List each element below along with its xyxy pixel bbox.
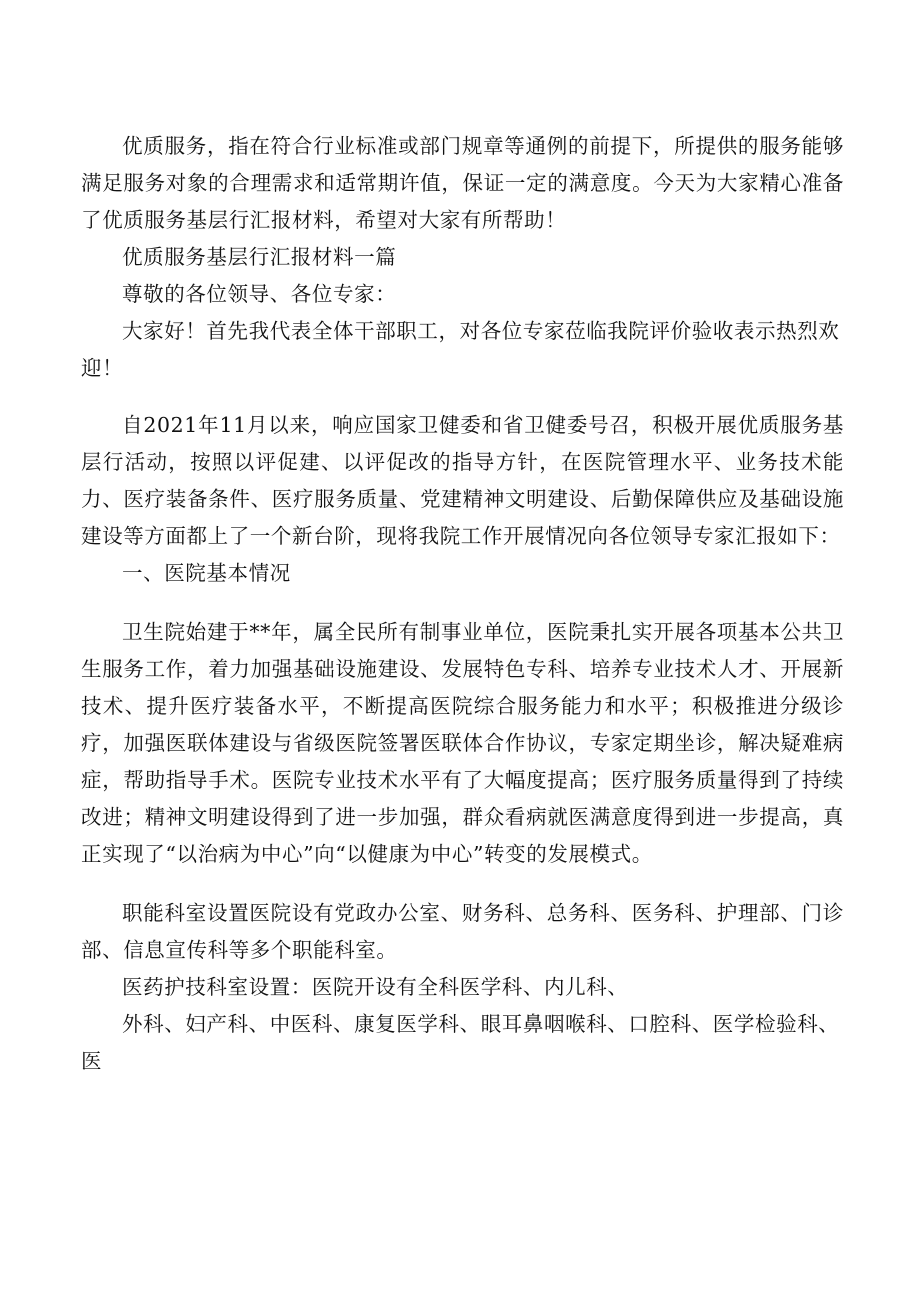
- heading-hospital-info: 一、医院基本情况: [122, 561, 291, 585]
- intro-paragraph: 优质服务，指在符合行业标准或部门规章等通例的前提下，所提供的服务能够满足服务对象的合理需求和适常期许值，保证一定的满意度。今天为大家精心准备了优质服务基层行汇报材料，希望对大家有所帮助！: [81, 134, 844, 232]
- clinical-departments-line-2: 外科、妇产科、中医科、康复医学科、眼耳鼻咽喉科、口腔科、医学检验科、医: [81, 1012, 840, 1073]
- greeting: 大家好！首先我代表全体干部职工，对各位专家莅临我院评价验收表示热烈欢迎！: [81, 319, 840, 380]
- functional-departments-paragraph: 职能科室设置医院设有党政办公室、财务科、总务科、医务科、护理部、门诊部、信息宣传科等多个职能科室。: [81, 901, 844, 962]
- section-title: 优质服务基层行汇报材料一篇: [122, 245, 397, 269]
- salutation: 尊敬的各位领导、各位专家：: [122, 282, 397, 306]
- clinical-departments-line-1: 医药护技科室设置：医院开设有全科医学科、内儿科、: [122, 975, 629, 999]
- background-paragraph: 自2021年11月以来，响应国家卫健委和省卫健委号召，积极开展优质服务基层行活动，按照以评促建、以评促改的指导方针，在医院管理水平、业务技术能力、医疗装备条件、医疗服务质量、党建精神文明建设、后勤保障供应及基础设施建设等方面都上了一个新台阶，现将我院工作开展情况向各位领导专家汇报如下：: [81, 413, 844, 548]
- hospital-info-paragraph: 卫生院始建于**年，属全民所有制事业单位，医院秉扎实开展各项基本公共卫生服务工作，着力加强基础设施建设、发展特色专科、培养专业技术人才、开展新技术、提升医疗装备水平，不断提高医院综合服务能力和水平；积极推进分级诊疗，加强医联体建设与省级医院签署医联体合作协议，专家定期坐诊，解决疑难病症，帮助指导手术。医院专业技术水平有了大幅度提高；医疗服务质量得到了持续改进；精神文明建设得到了进一步加强，群众看病就医满意度得到进一步提高，真正实现了“以治病为中心”向“以健康为中心”转变的发展模式。: [81, 620, 844, 866]
